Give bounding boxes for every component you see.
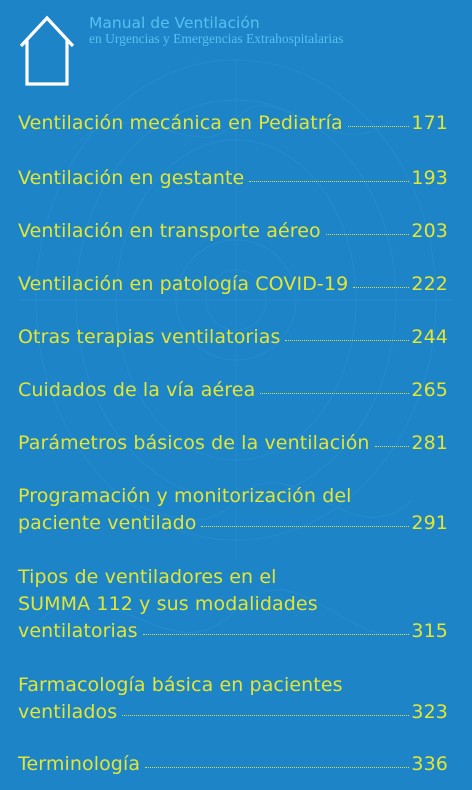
toc-page-number: 315 — [411, 620, 448, 642]
manual-title-block — [89, 15, 469, 46]
toc-page-number: 323 — [411, 701, 448, 723]
toc-entry-title: Ventilación en gestante — [18, 167, 245, 189]
toc-entry[interactable] — [18, 377, 448, 404]
toc-page-number: 291 — [411, 512, 448, 534]
dot-leader — [326, 234, 410, 235]
toc-page-number: 244 — [411, 326, 448, 348]
toc-page-number: 336 — [411, 753, 448, 775]
toc-entry[interactable] — [18, 271, 448, 298]
dot-leader — [145, 767, 409, 768]
toc-entry[interactable] — [18, 483, 448, 537]
toc-entry[interactable] — [18, 218, 448, 245]
toc-entry-title: Ventilación en patología COVID-19 — [18, 273, 349, 295]
toc-page-number: 171 — [411, 112, 448, 134]
toc-entry-title: Otras terapias ventilatorias — [18, 326, 281, 348]
toc-page-number: 203 — [411, 220, 448, 242]
dot-leader — [260, 393, 409, 394]
toc-entry-title: Cuidados de la vía aérea — [18, 379, 256, 401]
toc-entry-title: Farmacología básica en pacientes — [18, 674, 343, 696]
dot-leader — [285, 340, 409, 341]
header — [0, 0, 472, 100]
toc-entry[interactable] — [18, 324, 448, 351]
toc-entry-title: Ventilación en transporte aéreo — [18, 220, 321, 242]
toc-page-number: 193 — [411, 167, 448, 189]
dot-leader — [201, 526, 409, 527]
toc-entry-title: Tipos de ventiladores en el — [18, 566, 277, 588]
toc-entry[interactable] — [18, 751, 448, 778]
toc-entry-title: Ventilación mecánica en Pediatría — [18, 112, 343, 134]
manual-title: Manual de Ventilación — [89, 14, 260, 32]
toc-entry[interactable] — [18, 110, 448, 137]
toc-entry-title: Parámetros básicos de la ventilación — [18, 432, 370, 454]
dot-leader — [122, 715, 409, 716]
toc-entry[interactable] — [18, 672, 448, 726]
toc-entry[interactable] — [18, 165, 448, 192]
toc-entry-title: ventilatorias — [18, 620, 138, 642]
toc-entry-title: paciente ventilado — [18, 512, 197, 534]
toc-entry[interactable] — [18, 430, 448, 457]
dot-leader — [348, 126, 410, 127]
manual-subtitle: en Urgencias y Emergencias Extrahospitalarias — [89, 31, 344, 46]
dot-leader — [375, 446, 410, 447]
toc-entry[interactable] — [18, 564, 448, 645]
toc-page-number: 265 — [411, 379, 448, 401]
home-icon[interactable] — [17, 14, 77, 88]
toc-entry-title: SUMMA 112 y sus modalidades — [18, 593, 318, 615]
toc-entry-title: Terminología — [18, 753, 141, 775]
toc-page-number: 281 — [411, 432, 448, 454]
toc-page-number: 222 — [411, 273, 448, 295]
dot-leader — [249, 181, 409, 182]
toc-entry-title: Programación y monitorización del — [18, 485, 352, 507]
toc-entry-title: ventilados — [18, 701, 118, 723]
dot-leader — [353, 287, 409, 288]
dot-leader — [143, 634, 410, 635]
